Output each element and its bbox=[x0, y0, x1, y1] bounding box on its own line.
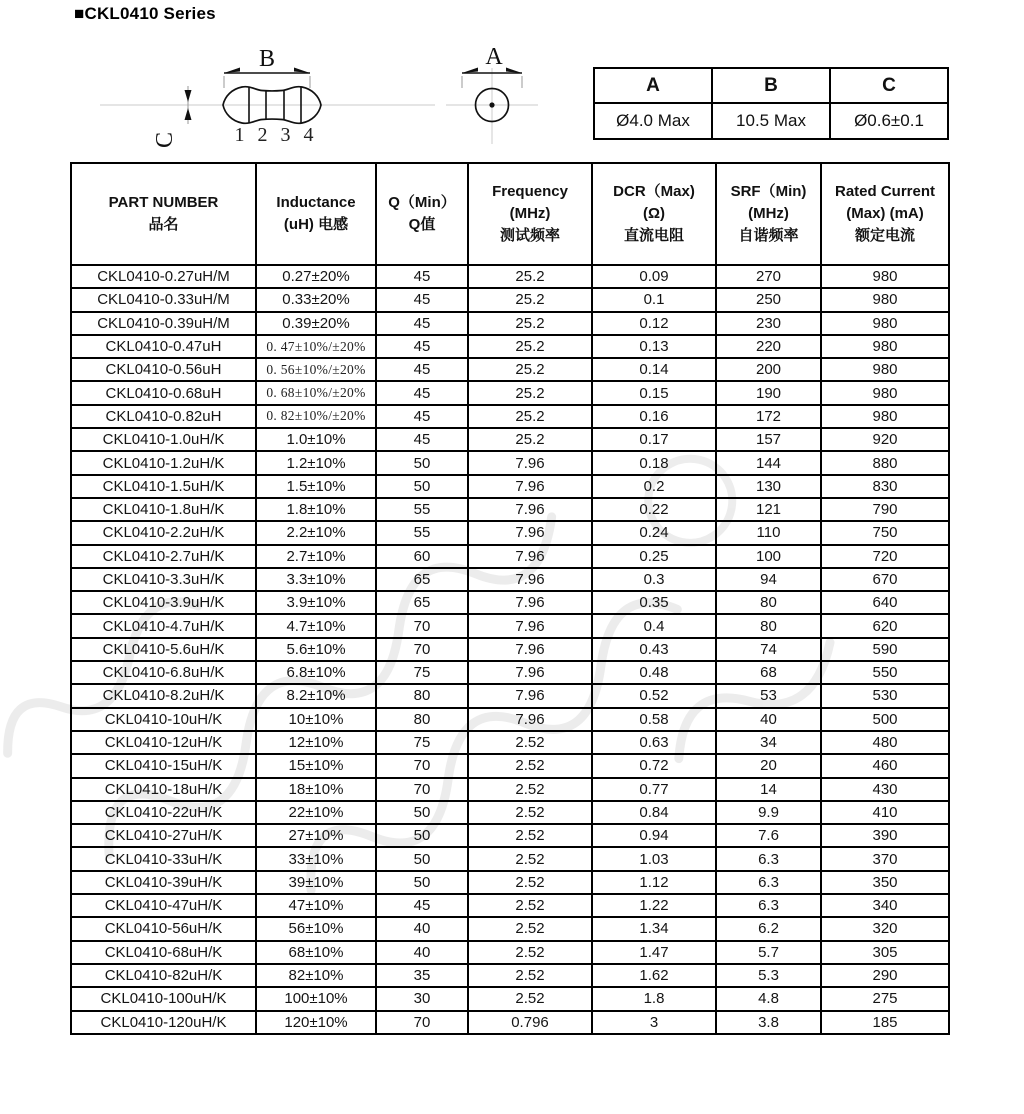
cell-dcr: 0.52 bbox=[592, 684, 716, 707]
dimension-label-a: A bbox=[485, 44, 503, 70]
cell-part: CKL0410-18uH/K bbox=[71, 778, 256, 801]
cell-q: 45 bbox=[376, 428, 468, 451]
cell-inductance: 1.5±10% bbox=[256, 475, 376, 498]
cell-frequency: 25.2 bbox=[468, 405, 592, 428]
table-row bbox=[71, 708, 949, 731]
cell-rated-current: 750 bbox=[821, 521, 949, 544]
cell-rated-current: 390 bbox=[821, 824, 949, 847]
cell-dcr: 1.47 bbox=[592, 941, 716, 964]
cell-inductance: 12±10% bbox=[256, 731, 376, 754]
cell-frequency: 25.2 bbox=[468, 312, 592, 335]
cell-inductance: 0. 47±10%/±20% bbox=[256, 335, 376, 358]
cell-frequency: 7.96 bbox=[468, 614, 592, 637]
cell-inductance: 6.8±10% bbox=[256, 661, 376, 684]
cell-part: CKL0410-0.47uH bbox=[71, 335, 256, 358]
arrowhead-b-left bbox=[224, 68, 240, 74]
cell-rated-current: 430 bbox=[821, 778, 949, 801]
cell-srf: 6.3 bbox=[716, 871, 821, 894]
cell-q: 50 bbox=[376, 871, 468, 894]
cell-q: 55 bbox=[376, 521, 468, 544]
cell-srf: 270 bbox=[716, 265, 821, 288]
cell-frequency: 2.52 bbox=[468, 871, 592, 894]
cell-dcr: 0.13 bbox=[592, 335, 716, 358]
cell-srf: 190 bbox=[716, 381, 821, 404]
cell-rated-current: 980 bbox=[821, 288, 949, 311]
cell-srf: 53 bbox=[716, 684, 821, 707]
cell-rated-current: 550 bbox=[821, 661, 949, 684]
cell-frequency: 7.96 bbox=[468, 708, 592, 731]
cell-frequency: 2.52 bbox=[468, 894, 592, 917]
cell-srf: 9.9 bbox=[716, 801, 821, 824]
cell-q: 45 bbox=[376, 288, 468, 311]
table-row bbox=[71, 1011, 949, 1034]
cell-inductance: 10±10% bbox=[256, 708, 376, 731]
cell-dcr: 0.09 bbox=[592, 265, 716, 288]
cell-q: 45 bbox=[376, 335, 468, 358]
cell-frequency: 25.2 bbox=[468, 428, 592, 451]
cell-frequency: 0.796 bbox=[468, 1011, 592, 1034]
cell-dcr: 0.12 bbox=[592, 312, 716, 335]
cell-frequency: 25.2 bbox=[468, 265, 592, 288]
table-row bbox=[71, 545, 949, 568]
cell-rated-current: 590 bbox=[821, 638, 949, 661]
cell-inductance: 0.33±20% bbox=[256, 288, 376, 311]
table-row bbox=[71, 288, 949, 311]
cell-frequency: 7.96 bbox=[468, 545, 592, 568]
table-row bbox=[71, 661, 949, 684]
cell-inductance: 5.6±10% bbox=[256, 638, 376, 661]
cell-frequency: 2.52 bbox=[468, 731, 592, 754]
cell-part: CKL0410-0.68uH bbox=[71, 381, 256, 404]
column-header: PART NUMBER 品名 bbox=[71, 163, 256, 265]
cell-inductance: 0. 56±10%/±20% bbox=[256, 358, 376, 381]
cell-q: 45 bbox=[376, 405, 468, 428]
arrowhead-b-right bbox=[294, 68, 310, 74]
table-row bbox=[71, 964, 949, 987]
cell-dcr: 0.22 bbox=[592, 498, 716, 521]
cell-part: CKL0410-3.9uH/K bbox=[71, 591, 256, 614]
cell-srf: 100 bbox=[716, 545, 821, 568]
cell-part: CKL0410-8.2uH/K bbox=[71, 684, 256, 707]
cell-rated-current: 830 bbox=[821, 475, 949, 498]
cell-part: CKL0410-2.7uH/K bbox=[71, 545, 256, 568]
cell-frequency: 25.2 bbox=[468, 288, 592, 311]
cell-srf: 74 bbox=[716, 638, 821, 661]
cell-srf: 20 bbox=[716, 754, 821, 777]
arrowhead-a-left bbox=[462, 68, 478, 74]
cell-part: CKL0410-33uH/K bbox=[71, 847, 256, 870]
cell-frequency: 2.52 bbox=[468, 917, 592, 940]
cell-srf: 220 bbox=[716, 335, 821, 358]
cell-dcr: 0.15 bbox=[592, 381, 716, 404]
cell-q: 50 bbox=[376, 801, 468, 824]
cell-inductance: 3.3±10% bbox=[256, 568, 376, 591]
table-row bbox=[71, 731, 949, 754]
cell-q: 45 bbox=[376, 265, 468, 288]
cell-dcr: 1.03 bbox=[592, 847, 716, 870]
column-header: Q（Min） Q值 bbox=[376, 163, 468, 265]
dimensions-value-row bbox=[594, 103, 948, 139]
cell-frequency: 7.96 bbox=[468, 475, 592, 498]
table-row bbox=[71, 638, 949, 661]
cell-dcr: 0.3 bbox=[592, 568, 716, 591]
cell-dcr: 0.94 bbox=[592, 824, 716, 847]
cell-srf: 121 bbox=[716, 498, 821, 521]
cell-part: CKL0410-0.39uH/M bbox=[71, 312, 256, 335]
page-title: ■CKL0410 Series bbox=[74, 4, 216, 23]
cell-inductance: 1.0±10% bbox=[256, 428, 376, 451]
table-row bbox=[71, 801, 949, 824]
table-row bbox=[71, 335, 949, 358]
cell-inductance: 0.39±20% bbox=[256, 312, 376, 335]
cell-inductance: 0.27±20% bbox=[256, 265, 376, 288]
cell-frequency: 2.52 bbox=[468, 801, 592, 824]
cell-frequency: 25.2 bbox=[468, 381, 592, 404]
cell-rated-current: 620 bbox=[821, 614, 949, 637]
cell-part: CKL0410-15uH/K bbox=[71, 754, 256, 777]
cell-rated-current: 980 bbox=[821, 312, 949, 335]
cell-srf: 6.2 bbox=[716, 917, 821, 940]
cell-rated-current: 980 bbox=[821, 335, 949, 358]
cell-srf: 94 bbox=[716, 568, 821, 591]
table-row bbox=[71, 754, 949, 777]
dim-value-c: Ø0.6±0.1 bbox=[830, 103, 948, 139]
cell-q: 80 bbox=[376, 708, 468, 731]
cell-inductance: 15±10% bbox=[256, 754, 376, 777]
cell-srf: 80 bbox=[716, 614, 821, 637]
cell-inductance: 120±10% bbox=[256, 1011, 376, 1034]
table-row bbox=[71, 451, 949, 474]
cell-q: 50 bbox=[376, 451, 468, 474]
table-row bbox=[71, 381, 949, 404]
cell-dcr: 0.2 bbox=[592, 475, 716, 498]
cell-rated-current: 880 bbox=[821, 451, 949, 474]
cell-frequency: 7.96 bbox=[468, 521, 592, 544]
dim-value-a: Ø4.0 Max bbox=[594, 103, 712, 139]
cell-srf: 34 bbox=[716, 731, 821, 754]
cell-inductance: 100±10% bbox=[256, 987, 376, 1010]
cell-dcr: 0.1 bbox=[592, 288, 716, 311]
cell-q: 55 bbox=[376, 498, 468, 521]
cell-dcr: 0.58 bbox=[592, 708, 716, 731]
cell-frequency: 2.52 bbox=[468, 754, 592, 777]
cell-q: 45 bbox=[376, 358, 468, 381]
table-row bbox=[71, 778, 949, 801]
cell-part: CKL0410-1.8uH/K bbox=[71, 498, 256, 521]
dimensions-table bbox=[593, 67, 949, 140]
cell-q: 75 bbox=[376, 661, 468, 684]
cell-rated-current: 370 bbox=[821, 847, 949, 870]
cell-inductance: 1.2±10% bbox=[256, 451, 376, 474]
cell-inductance: 22±10% bbox=[256, 801, 376, 824]
column-header: DCR（Max) (Ω) 直流电阻 bbox=[592, 163, 716, 265]
dim-header-a: A bbox=[594, 68, 712, 103]
dimension-label-c: C bbox=[152, 131, 178, 149]
cell-dcr: 0.16 bbox=[592, 405, 716, 428]
cell-dcr: 0.17 bbox=[592, 428, 716, 451]
cell-dcr: 1.8 bbox=[592, 987, 716, 1010]
cell-rated-current: 530 bbox=[821, 684, 949, 707]
cell-inductance: 47±10% bbox=[256, 894, 376, 917]
cell-dcr: 0.63 bbox=[592, 731, 716, 754]
cell-part: CKL0410-82uH/K bbox=[71, 964, 256, 987]
cell-part: CKL0410-0.56uH bbox=[71, 358, 256, 381]
cell-part: CKL0410-2.2uH/K bbox=[71, 521, 256, 544]
cell-part: CKL0410-27uH/K bbox=[71, 824, 256, 847]
cell-srf: 68 bbox=[716, 661, 821, 684]
cell-q: 70 bbox=[376, 754, 468, 777]
cell-frequency: 2.52 bbox=[468, 778, 592, 801]
cell-dcr: 1.22 bbox=[592, 894, 716, 917]
arrowhead-c-bottom bbox=[185, 108, 192, 120]
cell-srf: 14 bbox=[716, 778, 821, 801]
cell-inductance: 8.2±10% bbox=[256, 684, 376, 707]
cell-q: 70 bbox=[376, 638, 468, 661]
cell-q: 70 bbox=[376, 614, 468, 637]
table-row bbox=[71, 917, 949, 940]
cell-rated-current: 980 bbox=[821, 381, 949, 404]
table-row bbox=[71, 358, 949, 381]
cell-inductance: 56±10% bbox=[256, 917, 376, 940]
cell-rated-current: 350 bbox=[821, 871, 949, 894]
cell-srf: 110 bbox=[716, 521, 821, 544]
cell-rated-current: 185 bbox=[821, 1011, 949, 1034]
cell-q: 45 bbox=[376, 894, 468, 917]
cell-inductance: 82±10% bbox=[256, 964, 376, 987]
cell-q: 45 bbox=[376, 312, 468, 335]
cell-part: CKL0410-0.27uH/M bbox=[71, 265, 256, 288]
cell-dcr: 3 bbox=[592, 1011, 716, 1034]
cell-inductance: 1.8±10% bbox=[256, 498, 376, 521]
cell-srf: 4.8 bbox=[716, 987, 821, 1010]
cell-part: CKL0410-47uH/K bbox=[71, 894, 256, 917]
table-row bbox=[71, 405, 949, 428]
dim-header-c: C bbox=[830, 68, 948, 103]
spec-header-row bbox=[71, 163, 949, 265]
cell-part: CKL0410-100uH/K bbox=[71, 987, 256, 1010]
dim-header-b: B bbox=[712, 68, 830, 103]
cell-dcr: 1.62 bbox=[592, 964, 716, 987]
cell-dcr: 0.72 bbox=[592, 754, 716, 777]
cell-dcr: 0.4 bbox=[592, 614, 716, 637]
cell-rated-current: 500 bbox=[821, 708, 949, 731]
cell-rated-current: 670 bbox=[821, 568, 949, 591]
table-row bbox=[71, 824, 949, 847]
cell-srf: 230 bbox=[716, 312, 821, 335]
cell-part: CKL0410-5.6uH/K bbox=[71, 638, 256, 661]
column-header: Inductance (uH) 电感 bbox=[256, 163, 376, 265]
cell-frequency: 25.2 bbox=[468, 358, 592, 381]
arrowhead-c-top bbox=[185, 90, 192, 102]
cell-dcr: 1.34 bbox=[592, 917, 716, 940]
cell-q: 30 bbox=[376, 987, 468, 1010]
dimension-label-b: B bbox=[258, 46, 276, 72]
cell-rated-current: 320 bbox=[821, 917, 949, 940]
table-row bbox=[71, 871, 949, 894]
cell-part: CKL0410-1.5uH/K bbox=[71, 475, 256, 498]
cell-q: 60 bbox=[376, 545, 468, 568]
table-row bbox=[71, 475, 949, 498]
cell-part: CKL0410-4.7uH/K bbox=[71, 614, 256, 637]
cell-rated-current: 640 bbox=[821, 591, 949, 614]
cell-part: CKL0410-120uH/K bbox=[71, 1011, 256, 1034]
table-row bbox=[71, 428, 949, 451]
cell-frequency: 7.96 bbox=[468, 661, 592, 684]
cell-rated-current: 980 bbox=[821, 358, 949, 381]
cell-dcr: 0.77 bbox=[592, 778, 716, 801]
cell-frequency: 2.52 bbox=[468, 941, 592, 964]
cell-dcr: 0.25 bbox=[592, 545, 716, 568]
cell-srf: 40 bbox=[716, 708, 821, 731]
cell-part: CKL0410-10uH/K bbox=[71, 708, 256, 731]
cell-rated-current: 790 bbox=[821, 498, 949, 521]
table-row bbox=[71, 591, 949, 614]
cell-inductance: 33±10% bbox=[256, 847, 376, 870]
column-header: Rated Current (Max) (mA) 额定电流 bbox=[821, 163, 949, 265]
cell-part: CKL0410-22uH/K bbox=[71, 801, 256, 824]
cell-srf: 7.6 bbox=[716, 824, 821, 847]
cell-inductance: 0. 82±10%/±20% bbox=[256, 405, 376, 428]
cell-inductance: 2.7±10% bbox=[256, 545, 376, 568]
arrowhead-a-right bbox=[506, 68, 522, 74]
cell-srf: 250 bbox=[716, 288, 821, 311]
cell-inductance: 18±10% bbox=[256, 778, 376, 801]
table-row bbox=[71, 941, 949, 964]
cell-rated-current: 290 bbox=[821, 964, 949, 987]
cell-inductance: 27±10% bbox=[256, 824, 376, 847]
cell-q: 70 bbox=[376, 778, 468, 801]
cell-inductance: 2.2±10% bbox=[256, 521, 376, 544]
cell-rated-current: 920 bbox=[821, 428, 949, 451]
cell-q: 75 bbox=[376, 731, 468, 754]
cell-dcr: 0.48 bbox=[592, 661, 716, 684]
cell-q: 70 bbox=[376, 1011, 468, 1034]
cell-q: 80 bbox=[376, 684, 468, 707]
cell-frequency: 7.96 bbox=[468, 638, 592, 661]
cell-frequency: 7.96 bbox=[468, 684, 592, 707]
cell-frequency: 25.2 bbox=[468, 335, 592, 358]
column-header: Frequency (MHz) 测试频率 bbox=[468, 163, 592, 265]
cell-frequency: 7.96 bbox=[468, 568, 592, 591]
cell-q: 50 bbox=[376, 847, 468, 870]
column-header: SRF（Min) (MHz) 自谐频率 bbox=[716, 163, 821, 265]
dim-value-b: 10.5 Max bbox=[712, 103, 830, 139]
cell-dcr: 1.12 bbox=[592, 871, 716, 894]
cell-q: 40 bbox=[376, 941, 468, 964]
cell-srf: 130 bbox=[716, 475, 821, 498]
cell-part: CKL0410-39uH/K bbox=[71, 871, 256, 894]
cell-rated-current: 410 bbox=[821, 801, 949, 824]
cell-rated-current: 340 bbox=[821, 894, 949, 917]
cell-inductance: 3.9±10% bbox=[256, 591, 376, 614]
cell-part: CKL0410-0.33uH/M bbox=[71, 288, 256, 311]
cell-frequency: 7.96 bbox=[468, 591, 592, 614]
table-row bbox=[71, 521, 949, 544]
cell-dcr: 0.18 bbox=[592, 451, 716, 474]
cell-q: 50 bbox=[376, 824, 468, 847]
cell-part: CKL0410-56uH/K bbox=[71, 917, 256, 940]
cell-dcr: 0.35 bbox=[592, 591, 716, 614]
table-row bbox=[71, 614, 949, 637]
cell-srf: 80 bbox=[716, 591, 821, 614]
cell-srf: 5.7 bbox=[716, 941, 821, 964]
cell-srf: 157 bbox=[716, 428, 821, 451]
cell-frequency: 2.52 bbox=[468, 964, 592, 987]
cell-dcr: 0.24 bbox=[592, 521, 716, 544]
cell-q: 50 bbox=[376, 475, 468, 498]
cell-part: CKL0410-12uH/K bbox=[71, 731, 256, 754]
cell-part: CKL0410-1.0uH/K bbox=[71, 428, 256, 451]
cell-part: CKL0410-3.3uH/K bbox=[71, 568, 256, 591]
cell-rated-current: 480 bbox=[821, 731, 949, 754]
table-row bbox=[71, 684, 949, 707]
cell-q: 45 bbox=[376, 381, 468, 404]
cell-frequency: 2.52 bbox=[468, 824, 592, 847]
cell-dcr: 0.43 bbox=[592, 638, 716, 661]
cell-rated-current: 460 bbox=[821, 754, 949, 777]
end-view-lead-dot bbox=[489, 102, 494, 107]
cell-inductance: 68±10% bbox=[256, 941, 376, 964]
cell-dcr: 0.84 bbox=[592, 801, 716, 824]
table-row bbox=[71, 847, 949, 870]
table-row bbox=[71, 265, 949, 288]
cell-frequency: 2.52 bbox=[468, 987, 592, 1010]
cell-srf: 144 bbox=[716, 451, 821, 474]
table-row bbox=[71, 312, 949, 335]
cell-frequency: 2.52 bbox=[468, 847, 592, 870]
cell-part: CKL0410-0.82uH bbox=[71, 405, 256, 428]
cell-srf: 6.3 bbox=[716, 847, 821, 870]
cell-q: 40 bbox=[376, 917, 468, 940]
cell-inductance: 0. 68±10%/±20% bbox=[256, 381, 376, 404]
cell-rated-current: 275 bbox=[821, 987, 949, 1010]
component-dimension-diagram bbox=[90, 40, 560, 168]
cell-rated-current: 980 bbox=[821, 405, 949, 428]
cell-part: CKL0410-6.8uH/K bbox=[71, 661, 256, 684]
cell-part: CKL0410-1.2uH/K bbox=[71, 451, 256, 474]
cell-q: 65 bbox=[376, 568, 468, 591]
cell-part: CKL0410-68uH/K bbox=[71, 941, 256, 964]
table-row bbox=[71, 894, 949, 917]
dimensions-header-row bbox=[594, 68, 948, 103]
cell-rated-current: 980 bbox=[821, 265, 949, 288]
cell-srf: 200 bbox=[716, 358, 821, 381]
table-row bbox=[71, 498, 949, 521]
cell-frequency: 7.96 bbox=[468, 451, 592, 474]
cell-srf: 172 bbox=[716, 405, 821, 428]
cell-q: 65 bbox=[376, 591, 468, 614]
cell-srf: 6.3 bbox=[716, 894, 821, 917]
band-number-labels: 1 2 3 4 bbox=[234, 124, 314, 146]
spec-table bbox=[70, 162, 950, 1035]
cell-dcr: 0.14 bbox=[592, 358, 716, 381]
table-row bbox=[71, 987, 949, 1010]
cell-rated-current: 720 bbox=[821, 545, 949, 568]
table-row bbox=[71, 568, 949, 591]
cell-srf: 5.3 bbox=[716, 964, 821, 987]
cell-inductance: 39±10% bbox=[256, 871, 376, 894]
cell-frequency: 7.96 bbox=[468, 498, 592, 521]
cell-q: 35 bbox=[376, 964, 468, 987]
cell-srf: 3.8 bbox=[716, 1011, 821, 1034]
cell-inductance: 4.7±10% bbox=[256, 614, 376, 637]
cell-rated-current: 305 bbox=[821, 941, 949, 964]
